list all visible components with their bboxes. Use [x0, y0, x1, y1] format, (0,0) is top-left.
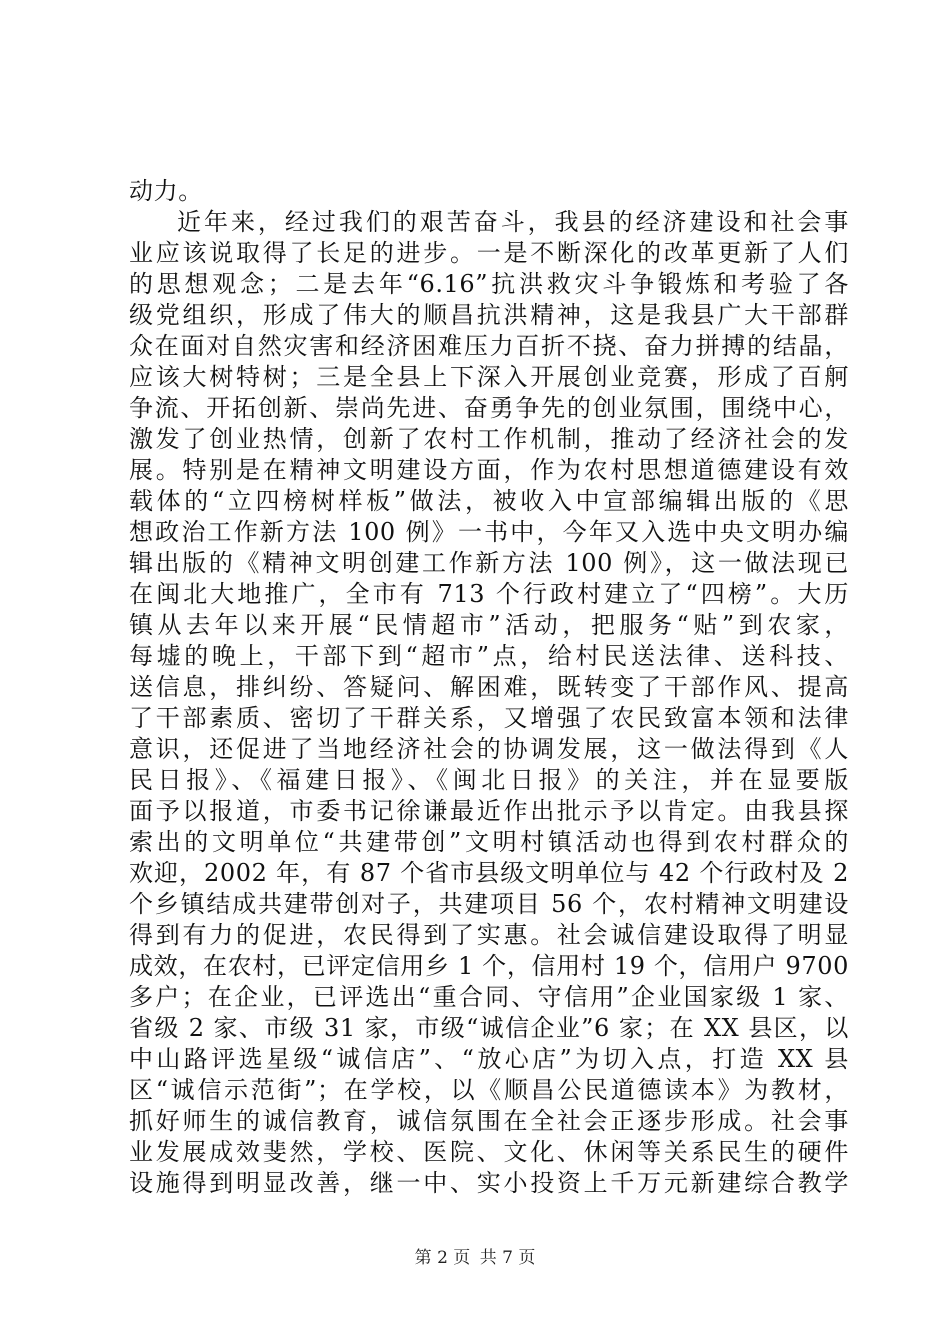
text-line: 想政治工作新方法 100 例》一书中，今年又入选中央文明办编 — [129, 518, 849, 546]
text-line: 级党组织，形成了伟大的顺昌抗洪精神，这是我县广大干部群 — [129, 301, 849, 329]
text-line: 业发展成效斐然，学校、医院、文化、休闲等关系民生的硬件 — [129, 1138, 849, 1166]
text-line: 近年来，经过我们的艰苦奋斗，我县的经济建设和社会事 — [177, 208, 849, 236]
text-line: 展。特别是在精神文明建设方面，作为农村思想道德建设有效 — [129, 456, 849, 484]
text-line: 得到有力的促进，农民得到了实惠。社会诚信建设取得了明显 — [129, 921, 849, 949]
text-line: 省级 2 家、市级 31 家，市级“诚信企业”6 家；在 XX 县区，以 — [129, 1014, 849, 1042]
text-line: 成效，在农村，已评定信用乡 1 个，信用村 19 个，信用户 9700 — [129, 952, 849, 980]
text-line: 激发了创业热情，创新了农村工作机制，推动了经济社会的发 — [129, 425, 849, 453]
text-line: 载体的“立四榜树样板”做法，被收入中宣部编辑出版的《思 — [129, 487, 849, 515]
page-number: 第 2 页 — [414, 1248, 471, 1268]
text-line: 设施得到明显改善，继一中、实小投资上千万元新建综合教学 — [129, 1169, 849, 1197]
text-line: 镇从去年以来开展“民情超市”活动，把服务“贴”到农家， — [129, 611, 849, 639]
text-line: 区“诚信示范街”；在学校，以《顺昌公民道德读本》为教材， — [129, 1076, 849, 1104]
text-line: 面予以报道，市委书记徐谦最近作出批示予以肯定。由我县探 — [129, 797, 849, 825]
text-line: 每墟的晚上，干部下到“超市”点，给村民送法律、送科技、 — [129, 642, 849, 670]
text-line: 众在面对自然灾害和经济困难压力百折不挠、奋力拼搏的结晶， — [129, 332, 849, 360]
text-line: 索出的文明单位“共建带创”文明村镇活动也得到农村群众的 — [129, 828, 849, 856]
text-line: 的思想观念；二是去年“6.16”抗洪救灾斗争锻炼和考验了各 — [129, 270, 849, 298]
text-line: 辑出版的《精神文明创建工作新方法 100 例》，这一做法现已 — [129, 549, 849, 577]
text-line: 送信息，排纠纷、答疑问、解困难，既转变了干部作风、提高 — [129, 673, 849, 701]
text-line: 业应该说取得了长足的进步。一是不断深化的改革更新了人们 — [129, 239, 849, 267]
text-line: 在闽北大地推广，全市有 713 个行政村建立了“四榜”。大历 — [129, 580, 849, 608]
text-line: 欢迎，2002 年，有 87 个省市县级文明单位与 42 个行政村及 2 — [129, 859, 849, 887]
text-line: 多户；在企业，已评选出“重合同、守信用”企业国家级 1 家、 — [129, 983, 849, 1011]
page-total: 共 7 页 — [479, 1248, 536, 1268]
text-line: 动力。 — [129, 177, 203, 205]
text-line: 了干部素质、密切了干群关系，又增强了农民致富本领和法律 — [129, 704, 849, 732]
text-line: 争流、开拓创新、崇尚先进、奋勇争先的创业氛围，围绕中心， — [129, 394, 849, 422]
body-text — [129, 176, 849, 1199]
page-footer — [0, 1247, 950, 1269]
text-line: 中山路评选星级“诚信店”、“放心店”为切入点，打造 XX 县 — [129, 1045, 849, 1073]
text-line: 应该大树特树；三是全县上下深入开展创业竞赛，形成了百舸 — [129, 363, 849, 391]
text-line: 个乡镇结成共建带创对子，共建项目 56 个，农村精神文明建设 — [129, 890, 849, 918]
text-line: 意识，还促进了当地经济社会的协调发展，这一做法得到《人 — [129, 735, 849, 763]
text-line: 抓好师生的诚信教育，诚信氛围在全社会正逐步形成。社会事 — [129, 1107, 849, 1135]
text-line: 民日报》、《福建日报》、《闽北日报》的关注，并在显要版 — [129, 766, 849, 794]
